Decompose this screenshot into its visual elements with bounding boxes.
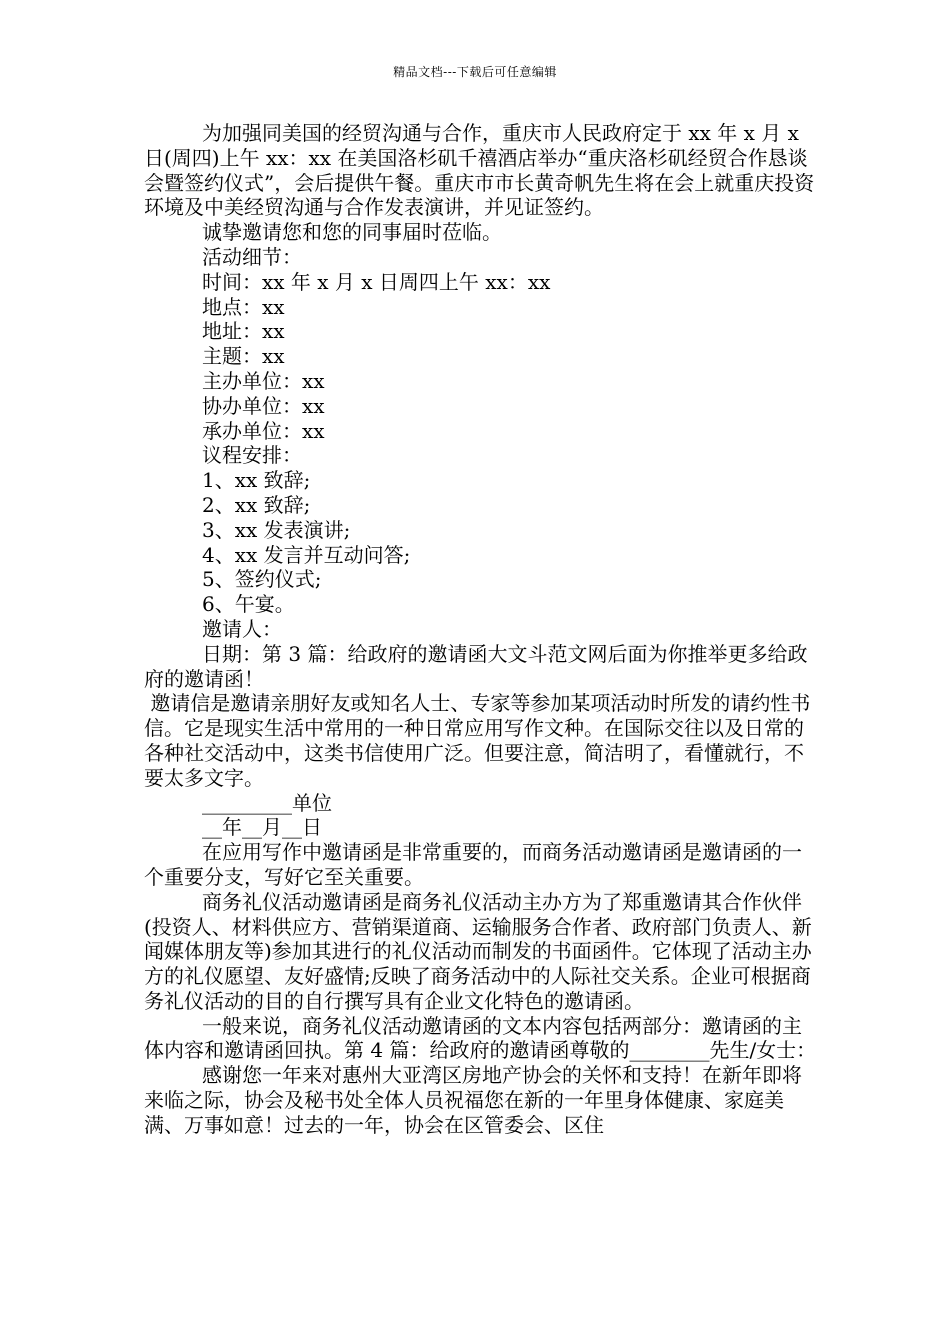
paragraph: 为加强同美国的经贸沟通与合作，重庆市人民政府定于 xx 年 x 月 x 日(周四)上午 xx：xx 在美国洛杉矶千禧酒店举办“重庆洛杉矶经贸合作恳谈会暨签约仪式”，会后提供午餐。重庆市市长黄奇帆先生将在会上就重庆投资环境及中美经贸沟通与合作发表演讲，并见证签约。 bbox=[144, 121, 815, 220]
paragraph: 协办单位：xx bbox=[202, 393, 325, 418]
paragraph: 5、签约仪式; bbox=[202, 567, 322, 592]
page-header: 精品文档---下载后可任意编辑 bbox=[393, 65, 557, 79]
paragraph: _________单位 bbox=[202, 790, 332, 815]
paragraph: 1、xx 致辞; bbox=[202, 468, 311, 493]
paragraph: 邀请信是邀请亲朋好友或知名人士、专家等参加某项活动时所发的请约性书信。它是现实生活中常用的一种日常应用写作文种。在国际交往以及日常的各种社交活动中，这类书信使用广泛。但要注意，简洁明了，看懂就行，不要太多文字。 bbox=[144, 691, 811, 790]
paragraph: 议程安排： bbox=[202, 443, 302, 468]
paragraph: 地点：xx bbox=[202, 294, 285, 319]
paragraph: 一般来说，商务礼仪活动邀请函的文本内容包括两部分：邀请函的主体内容和邀请函回执。第 4 篇：给政府的邀请函尊敬的________先生/女士： bbox=[144, 1013, 817, 1063]
paragraph: 活动细节： bbox=[202, 244, 302, 269]
paragraph: 3、xx 发表演讲; bbox=[202, 517, 351, 542]
paragraph: 时间：xx 年 x 月 x 日周四上午 xx：xx bbox=[202, 269, 551, 294]
paragraph: 4、xx 发言并互动问答; bbox=[202, 542, 411, 567]
paragraph: 6、午宴。 bbox=[202, 592, 295, 617]
paragraph: 2、xx 致辞; bbox=[202, 492, 311, 517]
paragraph: 商务礼仪活动邀请函是商务礼仪活动主办方为了郑重邀请其合作伙伴(投资人、材料供应方、营销渠道商、运输服务合作者、政府部门负责人、新闻媒体朋友等)参加其进行的礼仪活动而制发的书面函件。它体现了活动主办方的礼仪愿望、友好盛情;反映了商务活动中的人际社交关系。企业可根据商务礼仪活动的目的自行撰写具有企业文化特色的邀请函。 bbox=[144, 889, 812, 1013]
paragraph: 邀请人： bbox=[202, 616, 282, 641]
paragraph: 主题：xx bbox=[202, 344, 285, 369]
paragraph: 承办单位：xx bbox=[202, 418, 325, 443]
document-body bbox=[144, 121, 820, 1138]
paragraph: 主办单位：xx bbox=[202, 368, 325, 393]
paragraph: 感谢您一年来对惠州大亚湾区房地产协会的关怀和支持！在新年即将来临之际，协会及秘书处全体人员祝福您在新的一年里身体健康、家庭美满、万事如意！过去的一年，协会在区管委会、区住 bbox=[144, 1063, 802, 1137]
paragraph: __年__月__日 bbox=[202, 815, 322, 840]
paragraph: 在应用写作中邀请函是非常重要的，而商务活动邀请函是邀请函的一个重要分支，写好它至关重要。 bbox=[144, 840, 802, 889]
paragraph: 日期：第 3 篇：给政府的邀请函大文斗范文网后面为你推举更多给政府的邀请函！ bbox=[144, 641, 808, 691]
paragraph: 诚挚邀请您和您的同事届时莅临。 bbox=[202, 220, 502, 245]
paragraph: 地址：xx bbox=[202, 319, 285, 344]
